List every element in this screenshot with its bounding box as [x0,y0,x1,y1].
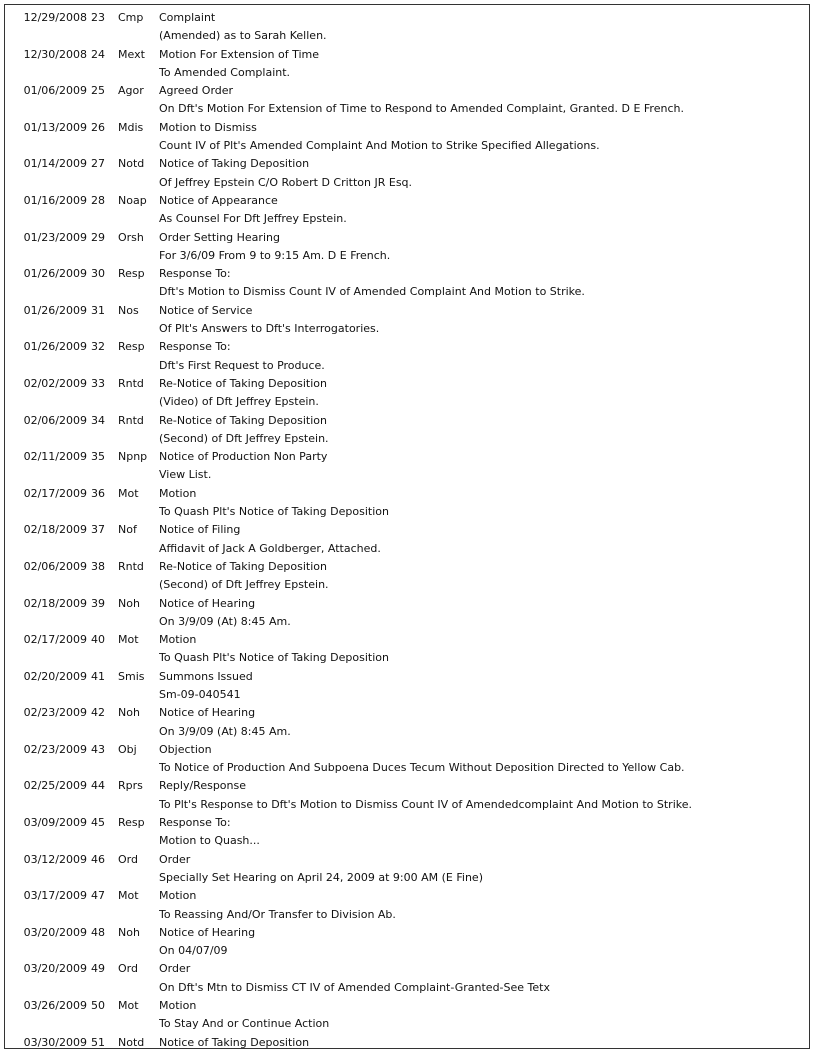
docket-entry-detail-row [5,540,809,558]
entry-title: Notice of Taking Deposition [159,157,310,171]
entry-title: Motion [159,889,197,903]
entry-code: Smis [118,669,145,683]
entry-detail: For 3/6/09 From 9 to 9:15 Am. D E French. [159,248,391,262]
entry-date: 03/20/2009 [23,962,87,976]
entry-date: 12/29/2008 [23,11,87,24]
entry-code: Mdis [118,120,144,134]
entry-code: Npnp [118,450,148,464]
entry-detail: On Dft's Mtn to Dismiss CT IV of Amended Complaint-Granted-See Tetx [159,980,550,994]
entry-date: 01/06/2009 [23,84,87,98]
entry-date: 02/17/2009 [23,486,87,500]
docket-entry-row [5,521,809,539]
entry-date: 03/20/2009 [23,925,87,939]
docket-entry-row [5,82,809,100]
entry-title: Notice of Hearing [159,596,256,610]
entry-detail: On 04/07/09 [159,944,228,958]
docket-entry-detail-row [5,723,809,741]
entry-number: 41 [91,669,105,683]
entry-title: Notice of Filing [159,523,241,537]
entry-date: 03/26/2009 [23,999,87,1013]
entry-date: 01/26/2009 [23,303,87,317]
docket-entry-row [5,558,809,576]
entry-detail: On Dft's Motion For Extension of Time to Respond to Amended Complaint, Granted. D E French. [159,102,684,116]
entry-detail: View List. [159,468,212,482]
docket-entry-detail-row [5,247,809,265]
entry-code: Notd [118,1035,145,1049]
entry-code: Resp [118,267,145,281]
docket-entry-row [5,265,809,283]
entry-date: 03/09/2009 [23,816,87,830]
entry-title: Summons Issued [159,669,253,683]
entry-code: Mot [118,633,139,647]
entry-detail: Count IV of Plt's Amended Complaint And Motion to Strike Specified Allegations. [159,139,600,153]
docket-entry-detail-row [5,832,809,850]
entry-number: 39 [91,596,105,610]
entry-date: 02/18/2009 [23,523,87,537]
entry-code: Ord [118,962,138,976]
entry-title: Response To: [159,816,231,830]
docket-entry-detail-row [5,320,809,338]
entry-detail: Sm-09-040541 [159,687,241,701]
docket-entry-detail-row [5,979,809,997]
entry-code: Mext [118,47,145,61]
entry-title: Response To: [159,340,231,354]
docket-entry-row [5,997,809,1015]
entry-number: 29 [91,230,105,244]
entry-number: 31 [91,303,105,317]
docket-entry-detail-row [5,174,809,192]
docket-entry-row [5,375,809,393]
entry-number: 34 [91,413,105,427]
entry-detail: Of Jeffrey Epstein C/O Robert D Critton JR Esq. [159,175,413,189]
docket-entry-detail-row [5,283,809,301]
docket-page [4,4,810,1049]
entry-title: Notice of Hearing [159,706,256,720]
docket-entry-row [5,595,809,613]
entry-number: 35 [91,450,105,464]
docket-entry-row [5,338,809,356]
entry-code: Notd [118,157,145,171]
docket-entry-row [5,9,809,27]
docket-entry-detail-row [5,393,809,411]
entry-title: Motion For Extension of Time [159,47,319,61]
entry-detail: To Plt's Response to Dft's Motion to Dismiss Count IV of Amendedcomplaint And Motion to Strike. [159,797,692,811]
docket-entry-detail-row [5,430,809,448]
entry-date: 03/30/2009 [23,1035,87,1049]
entry-detail: To Quash Plt's Notice of Taking Deposition [159,651,389,665]
docket-entry-detail-row [5,137,809,155]
entry-number: 49 [91,962,105,976]
entry-title: Order [159,852,191,866]
entry-code: Orsh [118,230,144,244]
entry-number: 44 [91,779,105,793]
docket-entry-row [5,412,809,430]
entry-detail: Of Plt's Answers to Dft's Interrogatories. [159,322,380,336]
entry-title: Motion [159,486,197,500]
entry-date: 01/26/2009 [23,340,87,354]
docket-entry-row [5,192,809,210]
entry-code: Noh [118,925,140,939]
entry-date: 02/02/2009 [23,376,87,390]
docket-entry-row [5,448,809,466]
entry-number: 33 [91,376,105,390]
entry-date: 02/23/2009 [23,706,87,720]
docket-entry-detail-row [5,613,809,631]
entry-number: 45 [91,816,105,830]
entry-title: Order Setting Hearing [159,230,280,244]
entry-code: Mot [118,486,139,500]
entry-date: 02/06/2009 [23,559,87,573]
entry-title: Re-Notice of Taking Deposition [159,413,327,427]
docket-entry-row [5,119,809,137]
entry-title: Order [159,962,191,976]
entry-date: 02/06/2009 [23,413,87,427]
entry-code: Resp [118,340,145,354]
entry-detail: Motion to Quash... [159,834,260,848]
entry-title: Complaint [159,11,216,24]
entry-title: Motion [159,999,197,1013]
entry-number: 23 [91,11,105,24]
entry-code: Noap [118,193,147,207]
entry-code: Rntd [118,559,144,573]
docket-entry-row [5,814,809,832]
entry-code: Nos [118,303,139,317]
entry-detail: (Second) of Dft Jeffrey Epstein. [159,431,329,445]
docket-entry-detail-row [5,649,809,667]
entry-date: 02/11/2009 [23,450,87,464]
entry-detail: Specially Set Hearing on April 24, 2009 at 9:00 AM (E Fine) [159,870,483,884]
docket-entry-detail-row [5,686,809,704]
entry-title: Response To: [159,267,231,281]
entry-detail: (Second) of Dft Jeffrey Epstein. [159,578,329,592]
docket-entry-row [5,631,809,649]
entry-code: Noh [118,596,140,610]
entry-code: Nof [118,523,137,537]
entry-detail: Affidavit of Jack A Goldberger, Attached. [159,541,381,555]
entry-title: Re-Notice of Taking Deposition [159,559,327,573]
docket-entry-detail-row [5,576,809,594]
entry-number: 43 [91,742,105,756]
entry-number: 40 [91,633,105,647]
entry-code: Mot [118,889,139,903]
entry-title: Agreed Order [159,84,234,98]
entry-number: 27 [91,157,105,171]
docket-entry-detail-row [5,210,809,228]
entry-number: 37 [91,523,105,537]
entry-detail: To Reassing And/Or Transfer to Division Ab. [159,907,396,921]
docket-entry-row [5,741,809,759]
entry-detail: To Stay And or Continue Action [159,1017,330,1031]
entry-number: 51 [91,1035,105,1049]
entry-date: 01/13/2009 [23,120,87,134]
entry-title: Notice of Appearance [159,193,278,207]
docket-entry-row [5,887,809,905]
entry-number: 46 [91,852,105,866]
docket-entry-row [5,1034,809,1049]
docket-entry-row [5,851,809,869]
docket-entry-detail-row [5,1015,809,1033]
entry-detail: (Video) of Dft Jeffrey Epstein. [159,395,319,409]
entry-date: 01/23/2009 [23,230,87,244]
entry-code: Agor [118,84,144,98]
entry-detail: As Counsel For Dft Jeffrey Epstein. [159,212,347,226]
entry-title: Notice of Production Non Party [159,450,328,464]
entry-number: 36 [91,486,105,500]
entry-detail: On 3/9/09 (At) 8:45 Am. [159,724,291,738]
entry-number: 30 [91,267,105,281]
entry-date: 01/26/2009 [23,267,87,281]
entry-date: 02/17/2009 [23,633,87,647]
docket-entry-row [5,704,809,722]
entry-code: Rprs [118,779,143,793]
entry-detail: To Quash Plt's Notice of Taking Deposition [159,505,389,519]
docket-entry-detail-row [5,869,809,887]
docket-entry-detail-row [5,503,809,521]
docket-entry-detail-row [5,100,809,118]
docket-entry-row [5,924,809,942]
docket-entry-row [5,302,809,320]
docket-entry-row [5,668,809,686]
docket-entry-row [5,777,809,795]
entry-code: Resp [118,816,145,830]
entry-date: 02/18/2009 [23,596,87,610]
entry-date: 01/14/2009 [23,157,87,171]
entry-date: 02/20/2009 [23,669,87,683]
entry-number: 50 [91,999,105,1013]
entry-number: 32 [91,340,105,354]
entry-date: 02/23/2009 [23,742,87,756]
entry-detail: (Amended) as to Sarah Kellen. [159,29,327,43]
entry-code: Rntd [118,376,144,390]
entry-detail: On 3/9/09 (At) 8:45 Am. [159,614,291,628]
entry-detail: Dft's Motion to Dismiss Count IV of Amended Complaint And Motion to Strike. [159,285,585,299]
entry-date: 03/12/2009 [23,852,87,866]
docket-entries-list [5,9,809,1049]
entry-date: 03/17/2009 [23,889,87,903]
entry-number: 42 [91,706,105,720]
entry-title: Motion [159,633,197,647]
entry-title: Notice of Hearing [159,925,256,939]
entry-title: Reply/Response [159,779,247,793]
entry-date: 02/25/2009 [23,779,87,793]
entry-number: 47 [91,889,105,903]
entry-date: 01/16/2009 [23,193,87,207]
docket-entry-detail-row [5,27,809,45]
entry-code: Mot [118,999,139,1013]
entry-detail: Dft's First Request to Produce. [159,358,325,372]
entry-code: Cmp [118,11,144,24]
entry-number: 24 [91,47,105,61]
entry-detail: To Notice of Production And Subpoena Duces Tecum Without Deposition Directed to Yellow Cab. [159,761,685,775]
entry-title: Re-Notice of Taking Deposition [159,376,327,390]
docket-entry-detail-row [5,357,809,375]
entry-code: Noh [118,706,140,720]
docket-entry-row [5,485,809,503]
entry-number: 26 [91,120,105,134]
docket-entry-row [5,229,809,247]
entry-detail: To Amended Complaint. [159,65,291,79]
entry-title: Motion to Dismiss [159,120,257,134]
docket-entry-row [5,46,809,64]
entry-number: 38 [91,559,105,573]
docket-entry-detail-row [5,942,809,960]
entry-code: Obj [118,742,137,756]
docket-entry-detail-row [5,466,809,484]
docket-entry-row [5,155,809,173]
docket-entry-detail-row [5,906,809,924]
entry-number: 48 [91,925,105,939]
entry-code: Ord [118,852,138,866]
entry-date: 12/30/2008 [23,47,87,61]
entry-code: Rntd [118,413,144,427]
docket-entry-detail-row [5,64,809,82]
entry-number: 28 [91,193,105,207]
entry-title: Notice of Service [159,303,253,317]
entry-title: Notice of Taking Deposition [159,1035,310,1049]
docket-entry-detail-row [5,759,809,777]
entry-number: 25 [91,84,105,98]
entry-title: Objection [159,742,212,756]
docket-entry-row [5,960,809,978]
docket-entry-detail-row [5,796,809,814]
